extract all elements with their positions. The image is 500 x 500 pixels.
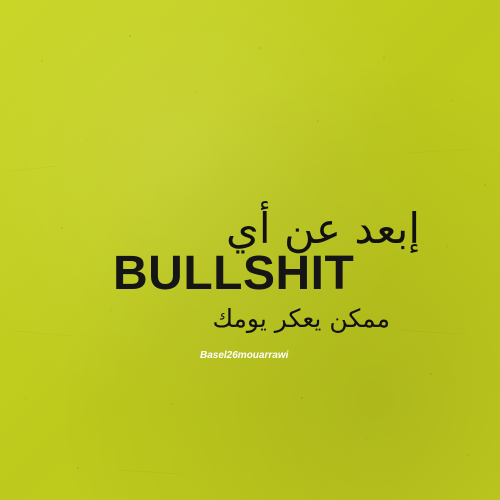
arabic-line-top: إبعد عن أي <box>226 204 420 253</box>
author-handle: Basel26mouarrawi <box>200 350 289 361</box>
arabic-line-bottom: ممكن يعكر يومك <box>212 304 390 333</box>
headline: BULLSHIT <box>113 247 355 300</box>
